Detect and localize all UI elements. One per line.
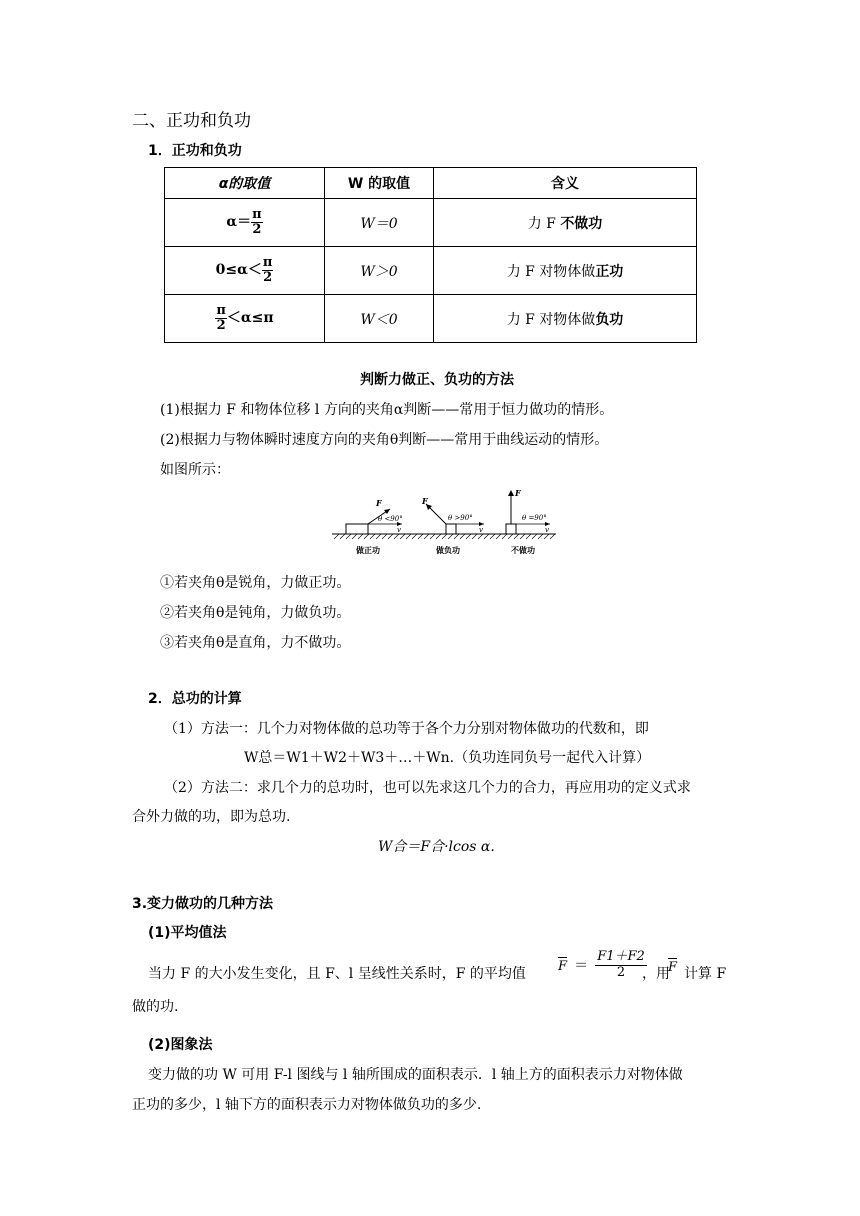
cell-work: W＜0: [325, 295, 434, 343]
average-method-text: 当力 F 的大小发生变化，且 F、l 呈线性关系时，F 的平均值: [148, 966, 526, 982]
average-force-symbol-2: F: [668, 960, 678, 975]
block-3: [506, 524, 516, 534]
table-row: [165, 295, 697, 343]
cell-meaning: 力 F 对物体做负功: [434, 295, 697, 343]
subsection-heading-2: 2．总功的计算: [148, 691, 242, 707]
table-header-row: [165, 168, 697, 199]
subsection-heading-3: 3.变力做功的几种方法: [132, 896, 274, 912]
cell-meaning: 力 F 对物体做正功: [434, 247, 697, 295]
svg-text:v: v: [479, 526, 483, 534]
header-work: W 的取值: [325, 168, 434, 199]
graph-method-heading: (2)图象法: [148, 1037, 213, 1053]
force-label-3: F: [515, 488, 521, 498]
total-method-1: （1）方法一：几个力对物体做的总功等于各个力分别对物体做功的代数和，即: [164, 721, 649, 737]
case-acute: ①若夹角θ是锐角，力做正功。: [160, 575, 351, 591]
cell-angle: $\frac{\pi}{2}$ ＜α≤π: [165, 295, 325, 343]
header-meaning: 含义: [434, 168, 697, 199]
total-method-2-line2: 合外力做的功，即为总功.: [132, 809, 291, 825]
cell-work: W＝0: [325, 199, 434, 247]
caption-zero: 不做功: [511, 546, 535, 555]
cell-meaning: 力 F 不做功: [434, 199, 697, 247]
as-shown-text: 如图所示：: [160, 462, 230, 478]
total-formula-2: W合＝F合·lcos α.: [378, 839, 495, 855]
graph-method-text-2: 正功的多少，l 轴下方的面积表示力对物体做负功的多少.: [132, 1097, 482, 1113]
cell-angle: 0≤α＜ $\frac{\pi}{2}$: [165, 247, 325, 295]
graph-method-text-1: 变力做的功 W 可用 F-l 图线与 l 轴所围成的面积表示．l 轴上方的面积表示力对物体做: [148, 1067, 683, 1083]
method-1: (1)根据力 F 和物体位移 l 方向的夹角α判断——常用于恒力做功的情形。: [160, 402, 614, 418]
caption-positive: 做正功: [356, 546, 380, 555]
subsection-heading-1: 1．正功和负功: [148, 143, 242, 159]
work-sign-figure: [330, 487, 560, 559]
table-row: [165, 199, 697, 247]
method-heading: 判断力做正、负功的方法: [360, 372, 514, 388]
table-row: [165, 247, 697, 295]
ground-hatching: [334, 534, 555, 539]
header-angle: α的取值: [165, 168, 325, 199]
method-2: (2)根据力与物体瞬时速度方向的夹角θ判断——常用于曲线运动的情形。: [160, 432, 609, 448]
svg-text:v: v: [397, 526, 401, 534]
work-sign-table: [164, 167, 697, 343]
total-method-2-line1: （2）方法二：求几个力的总功时，也可以先求这几个力的合力，再应用功的定义式求: [164, 780, 691, 796]
average-method-heading: (1)平均值法: [148, 925, 227, 941]
angle-label-3: θ =90°: [522, 514, 547, 522]
average-method-text-2: 做的功.: [132, 999, 179, 1015]
caption-negative: 做负功: [436, 546, 460, 555]
cell-angle: α＝ $\frac{\pi}{2}$: [165, 199, 325, 247]
total-formula-1: W总＝W1＋W2＋W3＋…＋Wn.（负功连同负号一起代入计算）: [244, 750, 651, 766]
force-label-2: F: [422, 496, 428, 506]
section-heading: 二、正功和负功: [132, 111, 251, 131]
block-1: [346, 524, 368, 534]
angle-label-2: θ >90°: [448, 514, 473, 522]
cell-work: W＞0: [325, 247, 434, 295]
svg-text:v: v: [545, 526, 549, 534]
average-force-formula: F ＝ $\frac{F1+F2}{2}$: [558, 949, 645, 980]
average-force-symbol: F: [558, 958, 568, 974]
block-2: [446, 524, 456, 534]
force-label-1: F: [376, 498, 382, 508]
case-obtuse: ②若夹角θ是钝角，力做负功。: [160, 605, 351, 621]
case-right: ③若夹角θ是直角，力不做功。: [160, 635, 351, 651]
angle-label-1: θ <90°: [378, 515, 403, 523]
